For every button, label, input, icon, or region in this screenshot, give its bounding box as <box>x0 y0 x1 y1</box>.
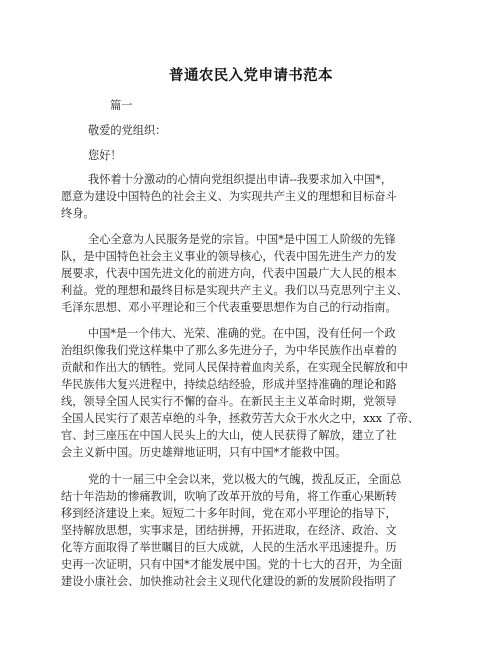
paragraph-line: 终身。 <box>61 207 95 220</box>
paragraph-line: 中国*是一个伟大、光荣、准确的党。在中国，没有任何一个政 <box>88 327 396 340</box>
paragraph-line: 建设小康社会、加快推动社会主义现代化建设的新的发展阶段指明了 <box>61 575 397 588</box>
paragraph-line: 治组织像我们党这样集中了那么多先进分子，为中华民族作出卓着的 <box>61 344 397 357</box>
paragraph-line: 贡献和作出大的牺牲。党同人民保持着血肉关系，在实现全民解放和中 <box>61 361 408 374</box>
paragraph-line: 全心全意为人民服务是党的宗旨。中国*是中国工人阶级的先锋 <box>88 233 396 246</box>
section-label: 篇一 <box>110 99 133 112</box>
paragraph-line: 队，是中国特色社会主义事业的领导核心，代表中国先进生产力的发 <box>61 250 397 263</box>
paragraph-line: 移到经济建设上来。短短二十多年时间，党在邓小平理论的指导下， <box>61 507 397 520</box>
paragraph-line: 我怀着十分激动的心情向党组织提出申请--我要求加入中国*， <box>88 173 393 186</box>
salutation: 敬爱的党组织： <box>88 124 167 137</box>
document-title: 普通农民入党申请书范本 <box>169 68 333 84</box>
paragraph-line: 线，领导全国人民实行不懈的奋斗。在新民主主义革命时期，党领导 <box>61 395 397 408</box>
paragraph-line: 华民族伟大复兴进程中，持续总结经验，形成并坚持准确的理论和路 <box>61 378 397 391</box>
paragraph-line: 化等方面取得了举世瞩目的巨大成就，人民的生活水平迅速提升。历 <box>61 541 397 554</box>
paragraph-line: 利益。党的理想和最终目标是实现共产主义。我们以马克思列宁主义、 <box>61 284 408 297</box>
paragraph-line: 会主义新中国。历史雄辩地证明，只有中国*才能救中国。 <box>61 446 347 459</box>
paragraph-line: 愿意为建设中国特色的社会主义、为实现共产主义的理想和目标奋斗 <box>61 190 397 203</box>
paragraph-line: 史再一次证明，只有中国*才能发展中国。党的十七大的召开，为全面 <box>61 558 403 571</box>
paragraph-line: 全国人民实行了艰苦卓绝的斗争，拯救劳苦大众于水火之中，xxx 了帝、 <box>61 412 420 425</box>
paragraph-line: 展要求，代表中国先进文化的前进方向，代表中国最广大人民的根本 <box>61 267 397 280</box>
paragraph-line: 党的十一届三中全会以来，党以极大的气魄，拨乱反正，全面总 <box>88 473 402 486</box>
paragraph-line: 结十年浩劫的惨痛教训，吹响了改革开放的号角，将工作重心果断转 <box>61 490 397 503</box>
paragraph-line: 毛泽东思想、邓小平理论和三个代表重要思想作为自己的行动指南。 <box>61 301 397 314</box>
greeting: 您好！ <box>88 149 122 162</box>
paragraph-line: 坚持解放思想，实事求是，团结拼搏，开拓进取，在经济、政治、文 <box>61 524 397 537</box>
paragraph-line: 官、封三座压在中国人民头上的大山，使人民获得了解放，建立了社 <box>61 429 397 442</box>
